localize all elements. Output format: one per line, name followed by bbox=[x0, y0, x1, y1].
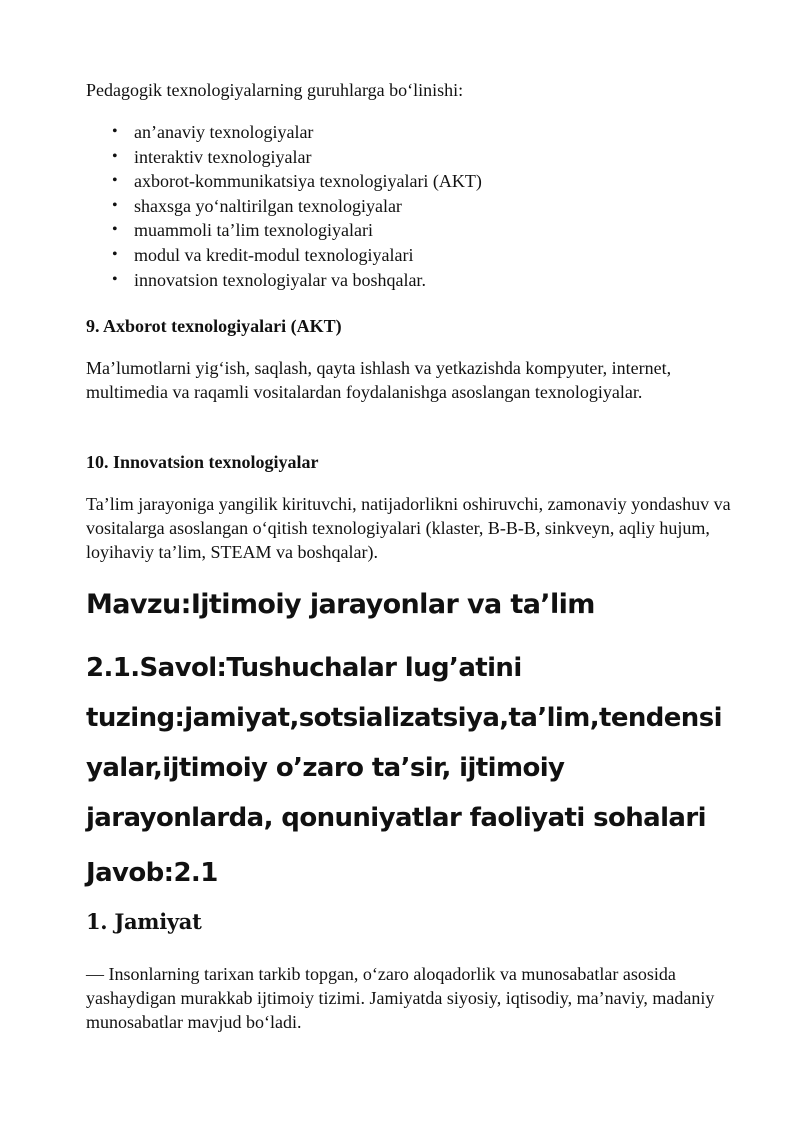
list-item bbox=[86, 145, 726, 170]
list-item-text: innovatsion texnologiyalar va boshqalar. bbox=[134, 269, 426, 290]
bullet-icon: • bbox=[112, 221, 118, 239]
bullet-icon: • bbox=[112, 270, 118, 288]
question-line-3: yalar,ijtimoiy o’zaro ta’sir, ijtimoiy bbox=[86, 753, 565, 783]
term-1-heading: 1. Jamiyat bbox=[86, 909, 202, 934]
term-1-definition: — Insonlarning tarixan tarkib topgan, o‘zaro aloqadorlik va munosabatlar asosida yashaydigan murakkab ijtimoiy tizimi. Jamiyatda siyosiy, iqtisodiy, ma’naviy, madaniy munosabatlar mavjud bo‘ladi. bbox=[86, 964, 715, 1032]
list-item bbox=[86, 169, 726, 194]
list-item-text: muammoli ta’lim texnologiyalari bbox=[134, 220, 373, 241]
bullet-icon: • bbox=[112, 147, 118, 165]
list-item-text: an’anaviy texnologiyalar bbox=[134, 122, 314, 142]
list-item-text: axborot-kommunikatsiya texnologiyalari (AKT) bbox=[134, 171, 482, 192]
question-line-1: 2.1.Savol:Tushuchalar lug’atini bbox=[86, 653, 522, 683]
list-item bbox=[86, 218, 726, 243]
topic-title: Mavzu:Ijtimoiy jarayonlar va ta’lim bbox=[86, 589, 595, 620]
question-heading bbox=[86, 643, 766, 843]
list-item bbox=[86, 268, 726, 293]
bullet-icon: • bbox=[112, 123, 118, 140]
intro-paragraph: Pedagogik texnologiyalarning guruhlarga bo‘linishi: bbox=[86, 80, 464, 100]
bullet-icon: • bbox=[112, 245, 118, 263]
list-item-text: modul va kredit-modul texnologiyalari bbox=[134, 244, 414, 265]
question-line-4: jarayonlarda, qonuniyatlar faoliyati sohalari bbox=[86, 803, 706, 833]
bullet-icon: • bbox=[112, 196, 118, 214]
list-item-text: shaxsga yo‘naltirilgan texnologiyalar bbox=[134, 195, 402, 216]
section-10-heading: 10. Innovatsion texnologiyalar bbox=[86, 452, 319, 472]
list-item bbox=[86, 243, 726, 268]
technology-groups-list bbox=[86, 120, 726, 292]
list-item-text: interaktiv texnologiyalar bbox=[134, 146, 312, 167]
section-10-paragraph: Ta’lim jarayoniga yangilik kirituvchi, natijadorlikni oshiruvchi, zamonaviy yondashuv va vositalarga asoslangan o‘qitish texnologiyalari (klaster, B-B-B, sinkveyn, aqliy hujum, loyihaviy ta’lim, STEAM va boshqalar). bbox=[86, 494, 731, 562]
section-9-heading: 9. Axborot texnologiyalari (AKT) bbox=[86, 316, 342, 336]
answer-heading: Javob:2.1 bbox=[86, 858, 218, 888]
list-item bbox=[86, 194, 726, 219]
list-item bbox=[86, 120, 726, 145]
question-line-2: tuzing:jamiyat,sotsializatsiya,ta’lim,tendensi bbox=[86, 703, 722, 733]
section-9-paragraph: Ma’lumotlarni yig‘ish, saqlash, qayta ishlash va yetkazishda kompyuter, internet, multimedia va raqamli vositalardan foydalanishga asoslangan texnologiyalar. bbox=[86, 358, 672, 402]
bullet-icon: • bbox=[112, 172, 118, 190]
